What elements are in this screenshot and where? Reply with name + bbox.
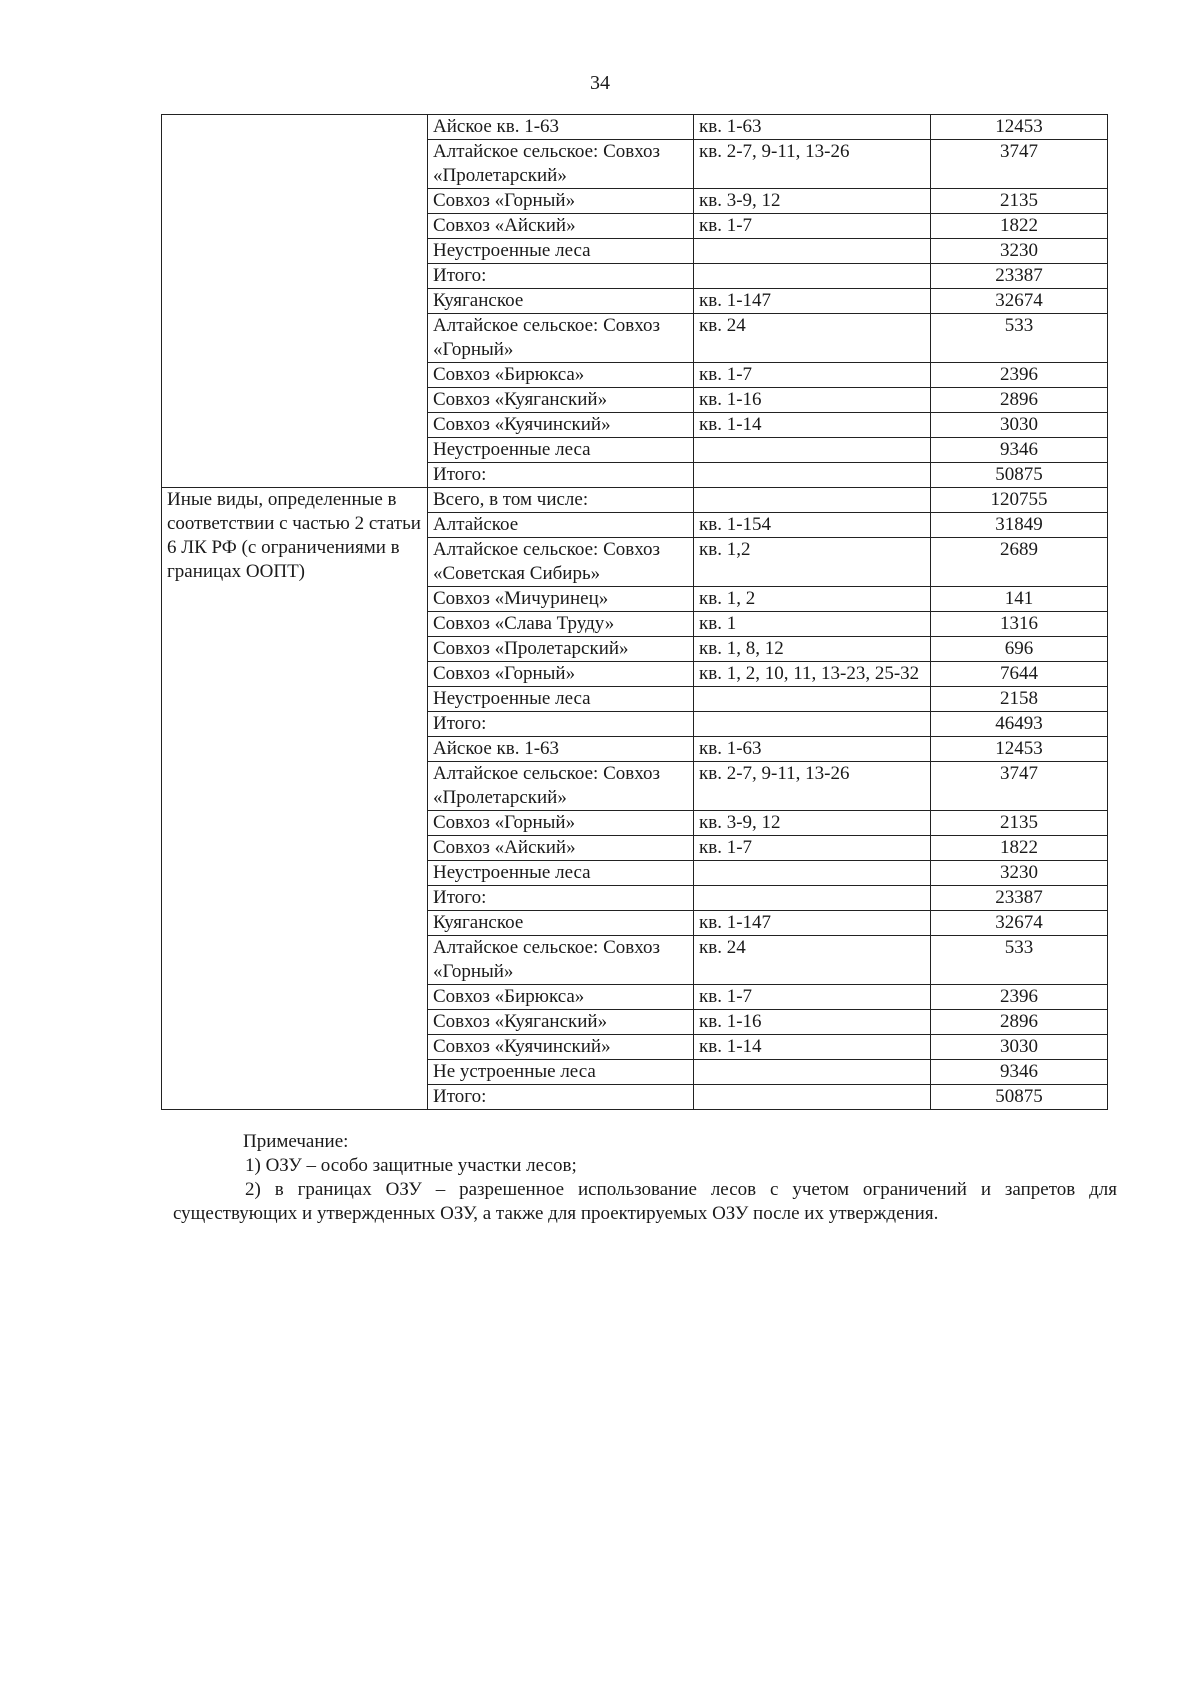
area-cell: 23387 [931, 886, 1108, 911]
forestry-name-cell: Совхоз «Куячинский» [428, 1035, 694, 1060]
quarters-cell: кв. 1-14 [694, 1035, 931, 1060]
forest-type-cell: Иные виды, определенные в соответствии с частью 2 статьи 6 ЛК РФ (с ограничениями в границах ООПТ) [162, 488, 428, 1110]
area-cell: 3230 [931, 239, 1108, 264]
area-cell: 12453 [931, 737, 1108, 762]
area-cell: 31849 [931, 513, 1108, 538]
forestry-name-cell: Итого: [428, 712, 694, 737]
quarters-cell [694, 861, 931, 886]
quarters-cell: кв. 24 [694, 936, 931, 985]
forestry-name-cell: Всего, в том числе: [428, 488, 694, 513]
forestry-name-cell: Совхоз «Пролетарский» [428, 637, 694, 662]
note-block [173, 1130, 1117, 1226]
forestry-name-cell: Алтайское сельское: Совхоз «Пролетарский» [428, 762, 694, 811]
forestry-name-cell: Совхоз «Куяганский» [428, 1010, 694, 1035]
forestry-name-cell: Куяганское [428, 289, 694, 314]
quarters-cell [694, 886, 931, 911]
quarters-cell [694, 463, 931, 488]
area-cell: 50875 [931, 1085, 1108, 1110]
forestry-name-cell: Совхоз «Айский» [428, 836, 694, 861]
forestry-name-cell: Совхоз «Горный» [428, 811, 694, 836]
table-row [162, 115, 1108, 140]
forestry-name-cell: Итого: [428, 264, 694, 289]
quarters-cell [694, 687, 931, 712]
quarters-cell: кв. 1-16 [694, 1010, 931, 1035]
quarters-cell: кв. 1,2 [694, 538, 931, 587]
area-cell: 32674 [931, 911, 1108, 936]
forestry-name-cell: Алтайское сельское: Совхоз «Пролетарский» [428, 140, 694, 189]
quarters-cell: кв. 1-14 [694, 413, 931, 438]
area-cell: 533 [931, 314, 1108, 363]
forestry-name-cell: Айское кв. 1-63 [428, 115, 694, 140]
area-cell: 2135 [931, 189, 1108, 214]
area-cell: 2396 [931, 363, 1108, 388]
area-cell: 3030 [931, 1035, 1108, 1060]
area-cell: 23387 [931, 264, 1108, 289]
quarters-cell: кв. 2-7, 9-11, 13-26 [694, 762, 931, 811]
quarters-cell: кв. 1-16 [694, 388, 931, 413]
area-cell: 3747 [931, 140, 1108, 189]
quarters-cell [694, 712, 931, 737]
area-cell: 2135 [931, 811, 1108, 836]
area-cell: 2896 [931, 1010, 1108, 1035]
forestry-name-cell: Алтайское сельское: Совхоз «Горный» [428, 314, 694, 363]
forestry-name-cell: Неустроенные леса [428, 239, 694, 264]
forest-type-cell [162, 115, 428, 488]
quarters-cell: кв. 1-7 [694, 214, 931, 239]
quarters-cell: кв. 1-7 [694, 985, 931, 1010]
note-heading: Примечание: [243, 1131, 349, 1152]
area-cell: 2896 [931, 388, 1108, 413]
area-cell: 2158 [931, 687, 1108, 712]
forestry-name-cell: Совхоз «Куяганский» [428, 388, 694, 413]
area-cell: 46493 [931, 712, 1108, 737]
forestry-name-cell: Итого: [428, 886, 694, 911]
forestry-name-cell: Совхоз «Айский» [428, 214, 694, 239]
quarters-cell: кв. 1-154 [694, 513, 931, 538]
quarters-cell [694, 438, 931, 463]
area-cell: 3030 [931, 413, 1108, 438]
quarters-cell: кв. 1-147 [694, 911, 931, 936]
forest-areas-table [161, 114, 1108, 1110]
table-body [162, 115, 1108, 1110]
forest-table-container [161, 114, 1107, 1110]
forestry-name-cell: Совхоз «Бирюкса» [428, 363, 694, 388]
quarters-cell: кв. 1 [694, 612, 931, 637]
area-cell: 50875 [931, 463, 1108, 488]
area-cell: 9346 [931, 1060, 1108, 1085]
quarters-cell: кв. 1-7 [694, 836, 931, 861]
forestry-name-cell: Совхоз «Слава Труду» [428, 612, 694, 637]
quarters-cell: кв. 24 [694, 314, 931, 363]
area-cell: 2689 [931, 538, 1108, 587]
page-number: 34 [590, 72, 610, 94]
quarters-cell: кв. 2-7, 9-11, 13-26 [694, 140, 931, 189]
forestry-name-cell: Совхоз «Куячинский» [428, 413, 694, 438]
forestry-name-cell: Совхоз «Горный» [428, 662, 694, 687]
area-cell: 9346 [931, 438, 1108, 463]
area-cell: 1822 [931, 214, 1108, 239]
quarters-cell [694, 264, 931, 289]
area-cell: 1316 [931, 612, 1108, 637]
forestry-name-cell: Алтайское сельское: Совхоз «Советская Сибирь» [428, 538, 694, 587]
area-cell: 141 [931, 587, 1108, 612]
quarters-cell [694, 239, 931, 264]
forestry-name-cell: Алтайское [428, 513, 694, 538]
area-cell: 1822 [931, 836, 1108, 861]
quarters-cell: кв. 1, 2 [694, 587, 931, 612]
quarters-cell: кв. 3-9, 12 [694, 189, 931, 214]
quarters-cell: кв. 1-147 [694, 289, 931, 314]
forestry-name-cell: Куяганское [428, 911, 694, 936]
area-cell: 32674 [931, 289, 1108, 314]
forestry-name-cell: Неустроенные леса [428, 687, 694, 712]
area-cell: 696 [931, 637, 1108, 662]
quarters-cell: кв. 1, 8, 12 [694, 637, 931, 662]
quarters-cell [694, 488, 931, 513]
area-cell: 120755 [931, 488, 1108, 513]
forestry-name-cell: Совхоз «Горный» [428, 189, 694, 214]
table-row [162, 488, 1108, 513]
note-item-1: 1) ОЗУ – особо защитные участки лесов; [245, 1155, 577, 1176]
note-item-2: 2) в границах ОЗУ – разрешенное использование лесов с учетом ограничений и запретов для существующих и утвержденных ОЗУ, а также для проектируемых ОЗУ после их утверждения. [173, 1179, 1117, 1224]
forestry-name-cell: Не устроенные леса [428, 1060, 694, 1085]
quarters-cell [694, 1085, 931, 1110]
area-cell: 2396 [931, 985, 1108, 1010]
quarters-cell: кв. 1, 2, 10, 11, 13-23, 25-32 [694, 662, 931, 687]
area-cell: 533 [931, 936, 1108, 985]
forestry-name-cell: Совхоз «Бирюкса» [428, 985, 694, 1010]
quarters-cell: кв. 3-9, 12 [694, 811, 931, 836]
forestry-name-cell: Итого: [428, 1085, 694, 1110]
forestry-name-cell: Совхоз «Мичуринец» [428, 587, 694, 612]
quarters-cell: кв. 1-63 [694, 737, 931, 762]
forestry-name-cell: Алтайское сельское: Совхоз «Горный» [428, 936, 694, 985]
forestry-name-cell: Неустроенные леса [428, 438, 694, 463]
forestry-name-cell: Итого: [428, 463, 694, 488]
area-cell: 12453 [931, 115, 1108, 140]
forestry-name-cell: Неустроенные леса [428, 861, 694, 886]
quarters-cell: кв. 1-63 [694, 115, 931, 140]
quarters-cell [694, 1060, 931, 1085]
area-cell: 7644 [931, 662, 1108, 687]
quarters-cell: кв. 1-7 [694, 363, 931, 388]
area-cell: 3230 [931, 861, 1108, 886]
forestry-name-cell: Айское кв. 1-63 [428, 737, 694, 762]
area-cell: 3747 [931, 762, 1108, 811]
